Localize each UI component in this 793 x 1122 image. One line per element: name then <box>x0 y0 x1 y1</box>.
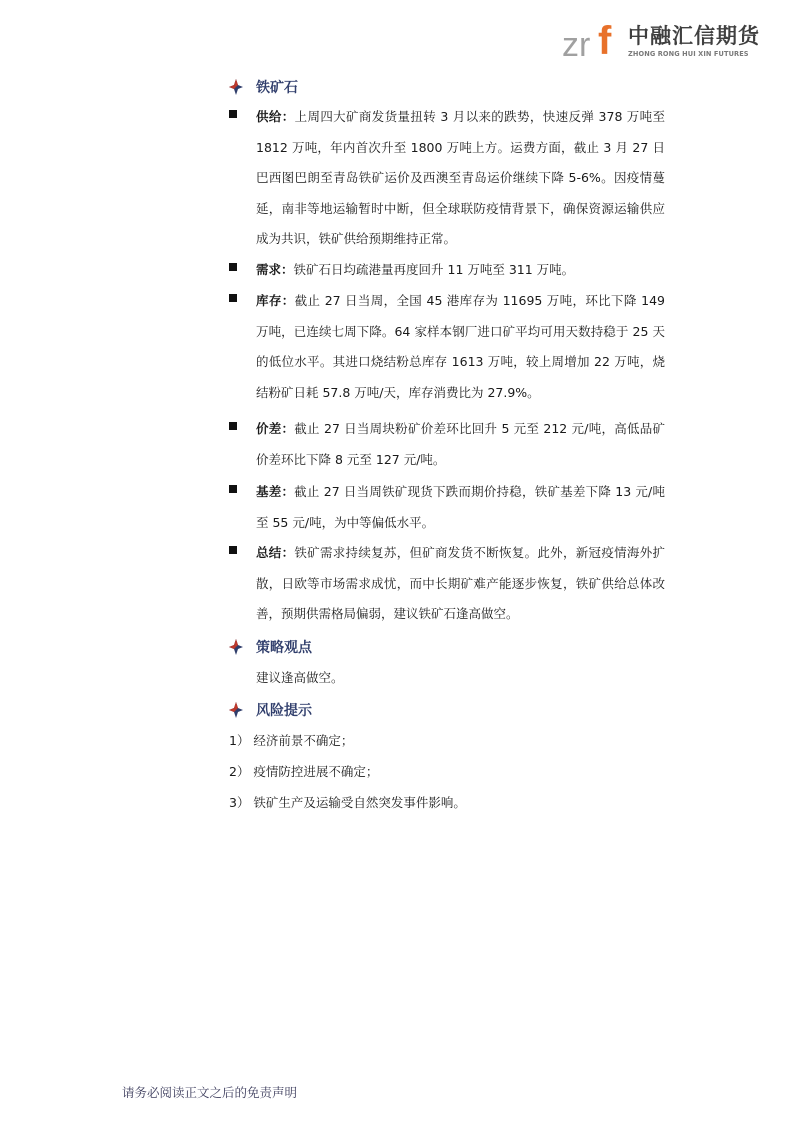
company-logo <box>562 18 760 62</box>
section-title: 策略观点 <box>256 640 312 656</box>
bullet-text <box>256 414 665 475</box>
bullet-body: 截止 27 日当周，全国 45 港库存为 11695 万吨，环比下降 149 万吨，已连续七周下降。64 家样本钢厂进口矿平均可用天数持稳于 25 天的低位水平。其进口烧结粉总库存 1613 万吨，较上周增加 22 万吨，烧结粉矿日耗 57.8 万吨/天，库存消费比为 27.9%。 <box>256 293 665 400</box>
logo-chinese-name: 中融汇信期货 <box>628 24 760 48</box>
section-heading-risk <box>229 697 312 723</box>
strategy-text: 建议逢高做空。 <box>256 670 344 685</box>
risk-item: 2） 疫情防控进展不确定； <box>229 764 379 779</box>
bullet-text <box>256 255 665 286</box>
square-bullet-icon <box>229 422 237 430</box>
bullet-body: 铁矿需求持续复苏，但矿商发货不断恢复。此外，新冠疫情海外扩散，日欧等市场需求成忧，而中长期矿难产能逐步恢复，铁矿供给总体改善，预期供需格局偏弱，建议铁矿石逢高做空。 <box>256 545 665 621</box>
diamond-star-icon <box>229 79 243 95</box>
bullet-text <box>256 477 665 538</box>
risk-item: 3） 铁矿生产及运输受自然突发事件影响。 <box>229 795 466 810</box>
square-bullet-icon <box>229 546 237 554</box>
bullet-body: 上周四大矿商发货量扭转 3 月以来的跌势，快速反弹 378 万吨至 1812 万吨，年内首次升至 1800 万吨上方。运费方面，截止 3 月 27 日巴西图巴朗至青岛铁矿运价及西澳至青岛运价继续下降 5-6%。因疫情蔓延，南非等地运输暂时中断，但全球联防疫情背景下，确保资源运输供应成为共识，铁矿供给预期维持正常。 <box>256 109 665 246</box>
svg-text:f: f <box>598 19 612 60</box>
bullet-label: 需求： <box>256 262 294 277</box>
bullet-body: 截止 27 日当周铁矿现货下跌而期价持稳，铁矿基差下降 13 元/吨至 55 元/吨，为中等偏低水平。 <box>256 484 665 530</box>
footer-disclaimer: 请务必阅读正文之后的免责声明 <box>122 1085 298 1100</box>
section-heading-strategy <box>229 634 312 660</box>
bullet-label: 价差： <box>256 421 295 436</box>
section-title: 铁矿石 <box>256 80 298 96</box>
square-bullet-icon <box>229 294 237 302</box>
square-bullet-icon <box>229 263 237 271</box>
bullet-text <box>256 102 665 255</box>
square-bullet-icon <box>229 110 237 118</box>
bullet-text <box>256 286 665 408</box>
diamond-star-icon <box>229 702 243 718</box>
section-heading-iron-ore <box>229 74 298 100</box>
logo-english-name: ZHONG RONG HUI XIN FUTURES <box>628 50 749 58</box>
section-title: 风险提示 <box>256 703 312 719</box>
svg-text:zr: zr <box>562 26 591 60</box>
square-bullet-icon <box>229 485 237 493</box>
bullet-body: 截止 27 日当周块粉矿价差环比回升 5 元至 212 元/吨，高低品矿价差环比下降 8 元至 127 元/吨。 <box>256 421 665 467</box>
bullet-label: 库存： <box>256 293 295 308</box>
bullet-label: 基差： <box>256 484 295 499</box>
bullet-label: 供给： <box>256 109 295 124</box>
zrf-logo-mark-icon <box>562 18 624 60</box>
bullet-body: 铁矿石日均疏港量再度回升 11 万吨至 311 万吨。 <box>293 262 575 277</box>
risk-item: 1） 经济前景不确定； <box>229 733 354 748</box>
bullet-text <box>256 538 665 630</box>
diamond-star-icon <box>229 639 243 655</box>
bullet-label: 总结： <box>256 545 295 560</box>
